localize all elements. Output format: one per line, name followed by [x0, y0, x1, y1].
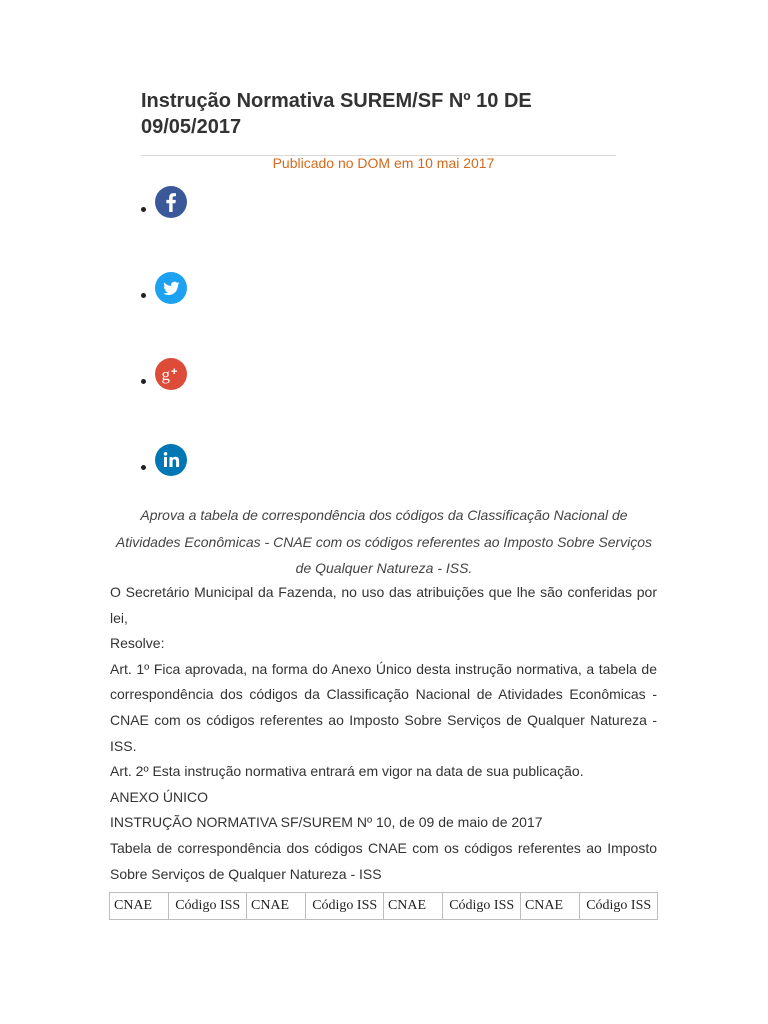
annex-description: Tabela de correspondência dos códigos CNAE com os códigos referentes ao Imposto Sobre Serviços de Qualquer Natureza - ISS [110, 839, 657, 882]
table-header-cell: CNAE [520, 893, 579, 920]
annex-title: INSTRUÇÃO NORMATIVA SF/SUREM Nº 10, de 09 de maio de 2017 [110, 814, 543, 831]
table-header-cell: Código ISS [443, 893, 521, 920]
twitter-icon [155, 272, 187, 304]
facebook-icon [155, 186, 187, 218]
linkedin-icon [155, 444, 187, 476]
social-item-twitter [141, 272, 201, 358]
list-bullet [141, 207, 146, 212]
table-header-cell: CNAE [246, 893, 305, 920]
table-header-cell: Código ISS [580, 893, 658, 920]
table-header-cell: Código ISS [306, 893, 384, 920]
annex-heading: ANEXO ÚNICO [110, 788, 209, 805]
social-item-google-plus [141, 358, 201, 444]
list-bullet [141, 379, 146, 384]
cnae-iss-table [109, 892, 658, 920]
page-title: Instrução Normativa SUREM/SF Nº 10 DE 09/05/2017 [141, 90, 532, 138]
list-bullet [141, 465, 146, 470]
social-share-list [141, 186, 201, 530]
google-plus-icon [155, 358, 187, 390]
twitter-share-button[interactable] [155, 272, 187, 304]
preamble-paragraph: O Secretário Municipal da Fazenda, no uso das atribuições que lhe são conferidas por lei, [110, 584, 657, 626]
table-header-cell: CNAE [110, 893, 169, 920]
list-bullet [141, 293, 146, 298]
table-header-cell: Código ISS [169, 893, 247, 920]
svg-text:+: + [171, 366, 178, 378]
svg-text:g: g [161, 365, 170, 384]
table-header-cell: CNAE [383, 893, 442, 920]
document-summary: Aprova a tabela de correspondência dos códigos da Classificação Nacional de Atividades Econômicas - CNAE com os códigos referentes ao Imposto Sobre Serviços de Qualquer Natureza - ISS. [115, 507, 653, 576]
resolve-paragraph: Resolve: [110, 635, 165, 652]
article-2-paragraph: Art. 2º Esta instrução normativa entrará em vigor na data de sua publicação. [110, 763, 584, 780]
linkedin-share-button[interactable] [155, 444, 187, 476]
social-item-facebook [141, 186, 201, 272]
google-plus-share-button[interactable] [155, 358, 187, 390]
publication-date: Publicado no DOM em 10 mai 2017 [272, 155, 495, 171]
document-body [110, 580, 657, 887]
table-header-row [110, 893, 658, 920]
article-1-paragraph: Art. 1º Fica aprovada, na forma do Anexo Único desta instrução normativa, a tabela de correspondência dos códigos da Classificação Nacional de Atividades Econômicas - CNAE com os códigos referentes ao Imposto Sobre Serviços de Qualquer Natureza - ISS. [110, 660, 657, 754]
facebook-share-button[interactable] [155, 186, 187, 218]
